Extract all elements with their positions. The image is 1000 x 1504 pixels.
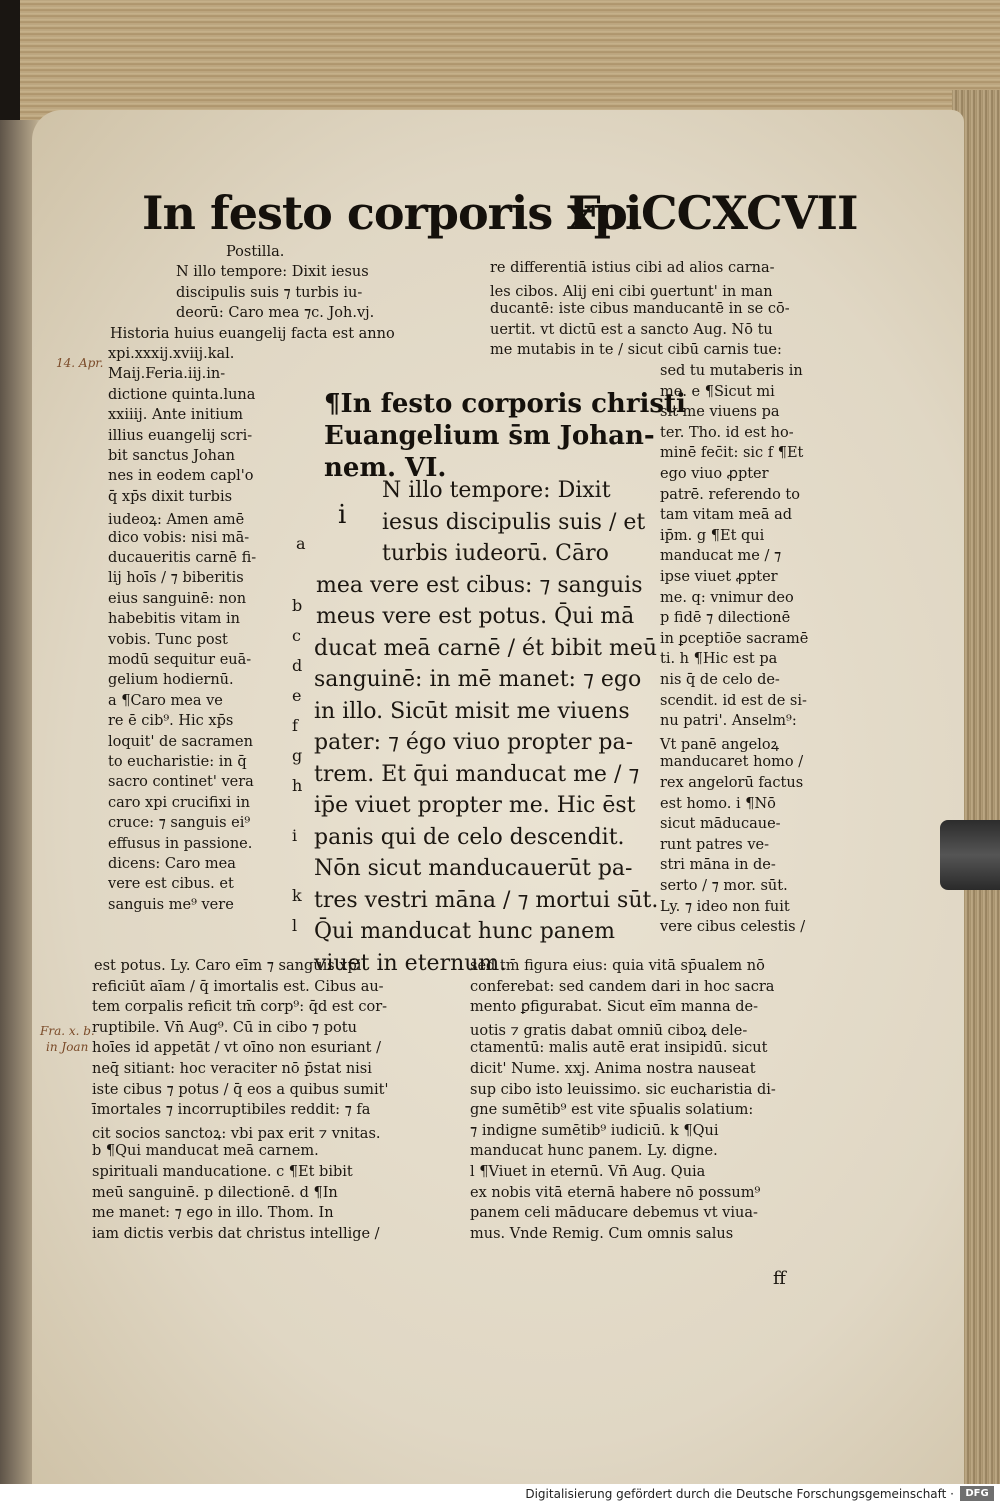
catchword: ff (773, 1268, 786, 1289)
bottom-right-line: manducat hunc panem. Ly. digne. (470, 1143, 718, 1160)
drop-initial: i (338, 500, 347, 530)
right-col-line: uertit. vt dictū est a sancto Aug. Nō tu (490, 321, 773, 338)
left-col-line: Postilla. (226, 244, 285, 260)
right-col-line: me mutabis in te / sicut cibū carnis tue: (490, 342, 782, 359)
left-col-line: lij hoīs / ⁊ biberitis (108, 570, 244, 587)
left-col-line: iudeoꝝ: Amen amē (108, 512, 245, 529)
left-col-line: gelium hodiernū. (108, 672, 234, 689)
right-col-line: in ꝑceptiōe sacramē (660, 630, 809, 647)
bottom-left-line: b ¶Qui manducat meā carnem. (92, 1143, 319, 1160)
left-col-line: habebitis vitam in (108, 611, 240, 628)
bottom-left-line: iste cibus ⁊ potus / q̄ eos a quibus sumit' (92, 1081, 389, 1098)
bottom-right-line: ⁊ indigne sumētib⁹ iudiciū. k ¶Qui (470, 1122, 719, 1139)
left-col-line: to eucharistie: in q̄ (108, 754, 247, 770)
right-col-line: sit me viuens pa (660, 404, 780, 421)
bottom-left-line: tem corpalis reficit tm̄ corp⁹: q̄d est cor- (92, 999, 388, 1016)
bottom-left-line: īmortales ⁊ incorruptibiles reddit: ⁊ fa (92, 1102, 371, 1119)
right-col-line: nu patri'. Anselm⁹: (660, 713, 797, 730)
bottom-left-line: est potus. Ly. Caro eīm ⁊ sanguis xp̄i (94, 958, 362, 974)
bottom-left-line: reficiūt aīam / q̄ imortalis est. Cibus au- (92, 978, 384, 995)
right-col-line: ipse viuet ꝓpter (660, 569, 778, 585)
gloss-letter: b (292, 596, 303, 615)
right-col-line: ducantē: iste cibus manducantē in se cō- (490, 301, 790, 318)
bottom-right-line: uotis ⁊ gratis dabat omniū ciboꝝ dele- (470, 1022, 748, 1039)
bottom-right-line: mento ꝑfigurabat. Sicut eīm manna de- (470, 999, 759, 1016)
right-col-line: serto / ⁊ mor. sūt. (660, 878, 788, 894)
bottom-left-line: meū sanguinē. p dilectionē. d ¶In (92, 1184, 338, 1201)
right-col-line: ip̄m. g ¶Et qui (660, 527, 765, 544)
left-col-line: N illo tempore: Dixit iesus (176, 264, 369, 281)
bottom-right-line: l ¶Viuet in eternū. Vn̄ Aug. Quia (470, 1164, 706, 1180)
right-col-line: Vt panē angeloꝝ (660, 736, 779, 753)
bottom-right-line: conferebat: sed candem dari in hoc sacra (470, 978, 775, 995)
right-col-line: minē fec̄it: sic f ¶Et (660, 445, 804, 462)
page-clip (940, 820, 1000, 890)
margin-note: 14. Apr. (56, 356, 104, 370)
gospel-line: Q̄ui manducat hunc panem (314, 919, 615, 944)
left-col-line: eius sanguinē: non (108, 590, 247, 607)
left-col-line: bit sanctus Johan (108, 448, 235, 464)
left-col-line: sacro continet' vera (108, 774, 254, 791)
right-col-line: ego viuo ꝓpter (660, 466, 769, 482)
gospel-line: pater: ⁊ égo viuo propter pa- (314, 730, 634, 755)
gloss-letter: k (292, 886, 302, 905)
bottom-right-line: sed tm̄ figura eius: quia vitā sp̄ualem nō (470, 958, 765, 974)
bottom-left-line: me manet: ⁊ ego in illo. Thom. In (92, 1205, 334, 1222)
gloss-letter: l (292, 916, 298, 935)
gospel-line: Nōn sicut manducauerūt pa- (314, 856, 633, 881)
right-col-line: ter. Tho. id est ho- (660, 424, 794, 441)
left-col-line: Maij.Feria.iij.in- (108, 366, 226, 383)
bottom-right-line: gne sumētib⁹ est vite sp̄ualis solatium: (470, 1102, 754, 1119)
right-col-line: sicut māducaue- (660, 816, 781, 833)
left-col-line: xpi.xxxij.xviij.kal. (108, 346, 235, 362)
left-col-line: discipulis suis ⁊ turbis iu- (176, 284, 363, 301)
bottom-left-line: hoīes id appetāt / vt oīno non esuriant / (92, 1040, 381, 1057)
right-col-line: runt patres ve- (660, 836, 770, 853)
right-col-line: nis q̄ de celo de- (660, 672, 780, 688)
bottom-right-line: mus. Vnde Remig. Cum omnis salus (470, 1225, 734, 1242)
gospel-line: tres vestri māna / ⁊ mortui sūt. (314, 887, 659, 913)
right-col-line: patrē. referendo to (660, 486, 800, 503)
gloss-letter: h (292, 776, 303, 795)
right-col-line: sed tu mutaberis in (660, 363, 803, 379)
bottom-right-line: ex nobis vitā eternā habere nō possum⁹ (470, 1184, 761, 1201)
bottom-left-line: cit socios sanctoꝝ: vbi pax erit ⁊ vnitas. (92, 1125, 381, 1142)
left-col-line: xxiiij. Ante initium (108, 407, 243, 424)
bottom-left-line: ruptibile. Vn̄ Aug⁹. Cū in cibo ⁊ potu (92, 1019, 357, 1036)
left-col-line: nes in eodem capl'o (108, 468, 254, 485)
left-col-line: vobis. Tunc post (108, 631, 228, 648)
gospel-heading (324, 388, 686, 484)
gloss-letter: g (292, 746, 303, 765)
left-col-line: caro xpi crucifixi in (108, 794, 250, 811)
gospel-line: trem. Et q̄ui manducat me / ⁊ (314, 761, 640, 787)
left-col-line: illius euangelij scri- (108, 427, 253, 444)
right-col-line: p fidē ⁊ dilectionē (660, 610, 791, 627)
left-col-line: loquit' de sacramen (108, 733, 253, 750)
margin-note: in Joan (46, 1040, 89, 1054)
left-col-line: ducaueritis carnē fi- (108, 550, 257, 566)
gospel-line: N illo tempore: Dixit (382, 478, 611, 503)
bottom-right-line: sup cibo isto leuissimo. sic eucharistia di- (470, 1081, 776, 1098)
gospel-line: ip̄e viuet propter me. Hic ēst (314, 793, 636, 818)
gospel-line: viuet in eternum. (314, 950, 507, 976)
gloss-letter: i (292, 826, 298, 845)
right-col-line: stri māna in de- (660, 857, 776, 874)
gospel-line: panis qui de celo descendit. (314, 824, 625, 850)
left-col-line: Historia huius euangelij facta est anno (110, 325, 395, 342)
page-header-title: In festo corporis xpi (142, 186, 642, 240)
gospel-line: turbis iudeorū. Cāro (382, 541, 609, 566)
left-col-line: sanguis me⁹ vere (108, 896, 234, 913)
left-col-line: dicens: Caro mea (108, 856, 236, 872)
gospel-heading-line: ¶In festo corporis christi (324, 389, 686, 419)
gloss-letter: e (292, 686, 302, 705)
gloss-letter: d (292, 656, 303, 675)
bottom-left-line: spirituali manducatione. c ¶Et bibit (92, 1164, 353, 1180)
right-col-line: vere cibus celestis / (660, 919, 806, 936)
gospel-line: sanguinē: in mē manet: ⁊ ego (314, 667, 642, 692)
right-col-line: tam vitam meā ad (660, 507, 793, 524)
gospel-heading-line: Euangelium s̄m Johan- (324, 421, 655, 451)
right-col-line: est homo. i ¶Nō (660, 795, 776, 812)
right-col-line: re differentiā istius cibi ad alios carna- (490, 260, 775, 276)
bottom-right-line: dicit' Nume. xxj. Anima nostra nauseat (470, 1061, 756, 1077)
left-col-line: modū sequitur euā- (108, 652, 252, 668)
left-col-line: dico vobis: nisi mā- (108, 529, 250, 546)
right-col-line: manducat me / ⁊ (660, 548, 782, 565)
right-col-line: les cibos. Alij eni cibi ꝯuertunt' in man (490, 283, 773, 300)
gospel-line: ducat meā carnē / ét bibit meū (314, 635, 658, 661)
bottom-left-line: neq̄ sitiant: hoc veraciter nō p̄stat nisi (92, 1061, 372, 1077)
left-col-line: effusus in passione. (108, 835, 253, 852)
right-col-line: Ly. ⁊ ideo non fuit (660, 898, 790, 915)
left-col-line: dictione quinta.luna (108, 386, 256, 403)
right-col-line: ti. h ¶Hic est pa (660, 651, 778, 668)
gospel-line: meus vere est potus. Q̄ui mā (316, 604, 635, 629)
gospel-line: mea vere est cibus: ⁊ sanguis (316, 572, 643, 598)
left-col-line: cruce: ⁊ sanguis ei⁹ (108, 815, 251, 832)
dfg-logo: DFG (960, 1486, 994, 1501)
right-col-line: rex angelorū factus (660, 775, 804, 791)
left-col-line: deorū: Caro mea ⁊c. Joh.vj. (176, 305, 375, 322)
left-col-line: vere est cibus. et (108, 876, 234, 893)
gospel-heading-line: nem. VI. (324, 453, 447, 483)
bottom-left-line: iam dictis verbis dat christus intellige / (92, 1225, 380, 1242)
right-col-line: me. q: vnimur deo (660, 589, 794, 606)
right-col-line: manducaret homo / (660, 754, 804, 771)
right-col-line: scendit. id est de si- (660, 692, 807, 709)
footer-credit: Digitalisierung gefördert durch die Deutsche Forschungsgemeinschaft · (525, 1487, 954, 1501)
gloss-letter: a (296, 534, 306, 553)
right-col-line: me. e ¶Sicut mi (660, 383, 775, 400)
folio-number: Fo.CCXCVII (568, 186, 858, 240)
margin-note: Fra. x. b. (40, 1024, 95, 1038)
left-col-line: re ē cib⁹. Hic xp̄s (108, 713, 234, 730)
left-col-line: a ¶Caro mea ve (108, 692, 223, 709)
gospel-line: iesus discipulis suis / et (382, 509, 646, 535)
bottom-right-line: ctamentū: malis autē erat insipidū. sicut (470, 1040, 768, 1057)
gloss-letter: c (292, 626, 301, 645)
gospel-line: in illo. Sicūt misit me viuens (314, 698, 630, 724)
gloss-letter: f (292, 716, 298, 735)
bottom-right-line: panem celi māducare debemus vt viua- (470, 1205, 758, 1222)
left-col-line: q̄ xp̄s dixit turbis (108, 488, 233, 505)
